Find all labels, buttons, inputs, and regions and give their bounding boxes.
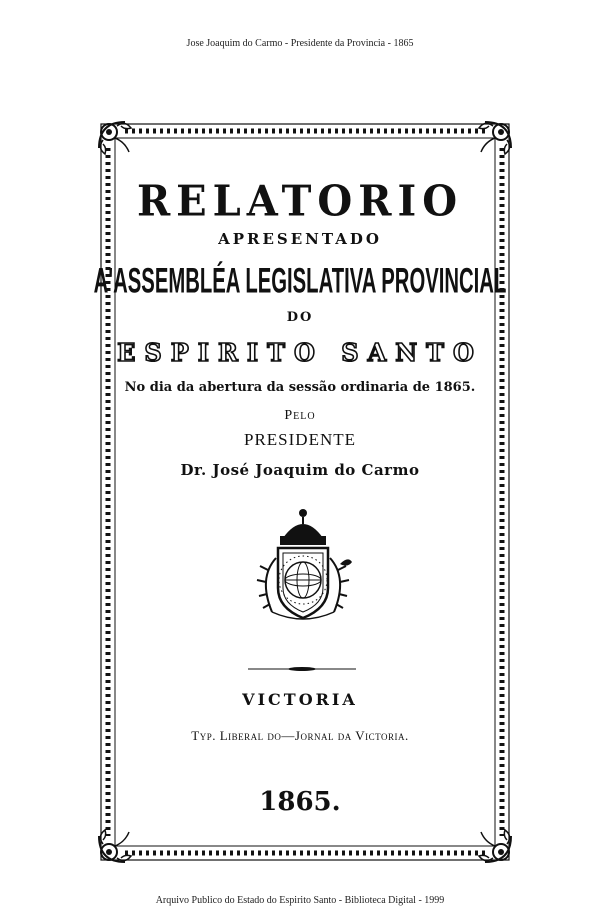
- assembly-line: A'ASSEMBLÉA LEGISLATIVA PROVINCIAL: [93, 260, 507, 301]
- session-line: No dia da abertura da sessão ordinaria de 1865.: [124, 380, 476, 395]
- ornamental-rule: [248, 667, 356, 671]
- presidente-label: PRESIDENTE: [244, 430, 356, 449]
- connector-pelo: Pelo: [284, 408, 316, 423]
- author-name: Dr. José Joaquim do Carmo: [180, 461, 420, 479]
- imperial-coat-of-arms-icon: [228, 508, 378, 628]
- printer-line: Typ. Liberal do—Jornal da Victoria.: [191, 728, 409, 743]
- city-name: VICTORIA: [242, 690, 358, 709]
- subtitle-apresentado: APRESENTADO: [218, 230, 382, 248]
- document-title: RELATORIO: [136, 176, 464, 227]
- connector-do: DO: [286, 310, 314, 325]
- page-footer: Arquivo Publico do Estado do Espirito Santo - Biblioteca Digital - 1999: [155, 895, 445, 906]
- publication-year: 1865.: [259, 787, 341, 817]
- page-header: Jose Joaquim do Carmo - Presidente da Provincia - 1865: [186, 38, 414, 49]
- province-name: ESPIRITO SANTO: [117, 338, 483, 367]
